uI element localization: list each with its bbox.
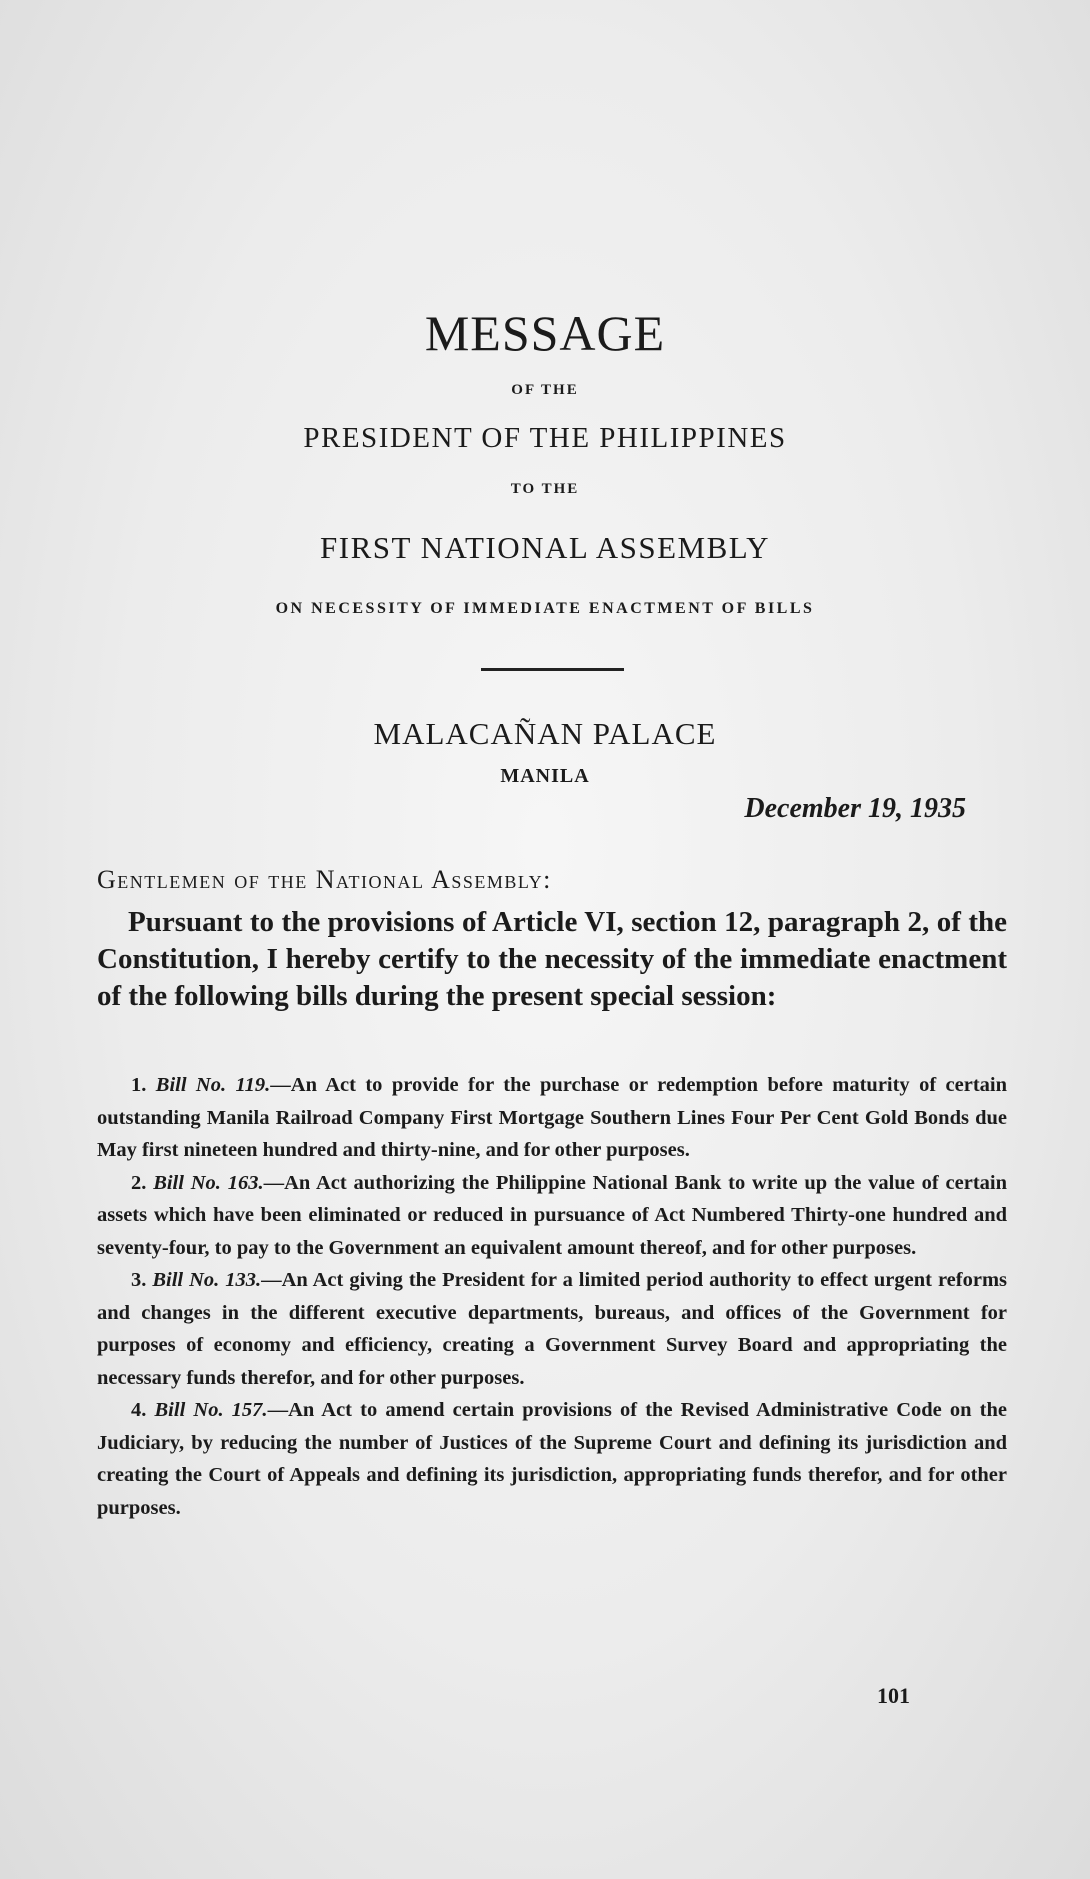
bill-list — [97, 1069, 1007, 1524]
city-heading: MANILA — [500, 765, 590, 787]
page-number: 101 — [877, 1683, 910, 1708]
palace-heading: MALACAÑAN PALACE — [373, 716, 717, 751]
subject-heading: ON NECESSITY OF IMMEDIATE ENACTMENT OF BILLS — [275, 600, 815, 617]
bill-item — [97, 1167, 1007, 1265]
bill-reference: Bill No. 133. — [152, 1269, 262, 1291]
title-connector-of-the: OF THE — [511, 382, 579, 398]
president-heading: PRESIDENT OF THE PHILIPPINES — [303, 422, 787, 454]
salutation: Gentlemen of the National Assembly: — [97, 865, 552, 894]
bill-description: —An Act to provide for the purchase or redemption before maturity of certain outstanding Manila Railroad Company First Mortgage Southern Lines Four Per Cent Gold Bonds due May first nineteen hundred and thirty-nine, and for other purposes. — [97, 1074, 1008, 1161]
assembly-heading: FIRST NATIONAL ASSEMBLY — [320, 530, 770, 565]
bill-item — [97, 1069, 1007, 1167]
bill-reference: Bill No. 119. — [155, 1074, 271, 1096]
bill-number: 2. — [131, 1171, 147, 1194]
intro-paragraph — [97, 904, 1007, 1015]
bill-reference: Bill No. 163. — [153, 1171, 264, 1194]
bill-number: 4. — [131, 1399, 147, 1421]
document-title: MESSAGE — [424, 305, 666, 361]
bill-description: —An Act authorizing the Philippine National Bank to write up the value of certain assets which have been eliminated or reduced in pursuance of Act Numbered Thirty-one hundred and seventy-four, to pay to the Government an equivalent amount thereof, and for other purposes. — [97, 1171, 1007, 1259]
title-connector-to-the: TO THE — [510, 481, 580, 497]
letter-date: December 19, 1935 — [744, 793, 966, 824]
bill-description: —An Act giving the President for a limited period authority to effect urgent reforms and changes in the different executive departments, bureaus, and offices of the Government for purposes of economy and efficiency, creating a Government Survey Board and appropriating the necessary funds therefor, and for other purposes. — [97, 1269, 1008, 1389]
bill-item — [97, 1394, 1007, 1524]
bill-description: —An Act to amend certain provisions of the Revised Administrative Code on the Judiciary, by reducing the number of Justices of the Supreme Court and defining its jurisdiction and creating the Court of Appeals and defining its jurisdiction, appropriating funds therefor, and for other purposes. — [97, 1399, 1007, 1519]
section-divider — [481, 668, 624, 671]
bill-reference: Bill No. 157. — [154, 1399, 268, 1421]
intro-text: Pursuant to the provisions of Article VI, section 12, paragraph 2, of the Constitution, I hereby certify to the necessity of the immediate enactment of the following bills during the present special session: — [97, 906, 1007, 1012]
bill-number: 1. — [131, 1074, 147, 1096]
bill-item — [97, 1264, 1007, 1394]
bill-number: 3. — [131, 1269, 147, 1291]
